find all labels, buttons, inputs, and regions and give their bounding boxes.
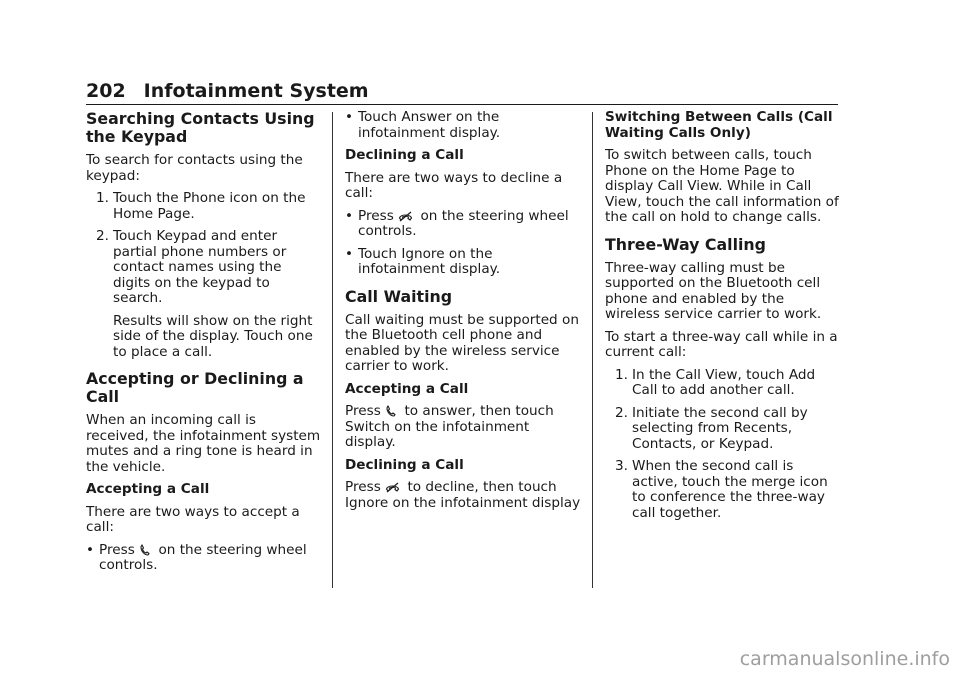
list-item	[345, 209, 581, 240]
paragraph-three-way-support: Three-way calling must be supported on the Bluetooth cell phone and enabled by the wireless service carrier to work.	[605, 259, 822, 322]
list-item	[345, 247, 581, 278]
phone-answer-icon	[139, 544, 151, 556]
subheading-accepting-call: Accepting a Call	[86, 481, 210, 497]
phone-hangup-icon	[385, 482, 400, 493]
heading-call-waiting: Call Waiting	[345, 286, 453, 306]
column-3	[605, 110, 841, 528]
column-2	[345, 110, 581, 518]
bullet-press-label: Press	[99, 541, 135, 558]
subheading-declining-call: Declining a Call	[345, 456, 464, 473]
step-number: 3.	[615, 458, 628, 474]
column-divider-1	[332, 112, 333, 588]
subheading-accepting-call: Accepting a Call	[345, 380, 469, 397]
press-label: Press	[345, 403, 381, 419]
phone-answer-icon	[385, 405, 397, 417]
list-item	[605, 406, 841, 453]
list-item	[605, 368, 841, 399]
list-item	[86, 191, 322, 222]
subheading-declining-call: Declining a Call	[345, 147, 464, 163]
step-text: In the Call View, touch Add Call to add another call.	[632, 366, 816, 398]
step-note: Results will show on the right side of the display. Touch one to place a call.	[113, 312, 313, 360]
page-header	[86, 80, 838, 105]
paragraph-two-ways-decline: There are two ways to decline a call:	[345, 169, 563, 201]
bullet-press-rest: on the steering wheel controls.	[99, 541, 307, 573]
paragraph-two-ways-accept: There are two ways to accept a call:	[86, 503, 300, 535]
paragraph-call-waiting: Call waiting must be supported on the Bluetooth cell phone and enabled by the wireless service carrier to work.	[345, 311, 579, 374]
step-number: 1.	[615, 366, 628, 383]
bullet-dot-icon: •	[345, 109, 354, 125]
step-text: When the second call is active, touch the merge icon to conference the three-way call together.	[632, 458, 828, 521]
bullet-dot-icon: •	[345, 245, 354, 262]
step-text: Initiate the second call by selecting from Recents, Contacts, or Keypad.	[632, 404, 808, 452]
list-item	[605, 459, 841, 521]
list-item	[345, 110, 581, 141]
column-1	[86, 110, 322, 581]
paragraph-press-decline	[345, 480, 581, 511]
step-text: Touch the Phone icon on the Home Page.	[113, 190, 306, 222]
heading-searching-contacts: Searching Contacts Using the Keypad	[86, 109, 315, 146]
step-number: 2.	[96, 228, 109, 244]
paragraph-three-way-start: To start a three-way call while in a current call:	[605, 328, 838, 360]
bullet-press-rest: on the steering wheel controls.	[358, 207, 569, 239]
step-number: 2.	[615, 404, 628, 421]
paragraph-switching-calls: To switch between calls, touch Phone on the Home Page to display Call View. While in Call View, touch the call information of the call on hold to change calls.	[605, 147, 839, 225]
paragraph-press-answer	[345, 404, 581, 451]
bullet-dot-icon: •	[86, 541, 95, 558]
list-item	[86, 543, 322, 574]
column-divider-2	[592, 112, 593, 588]
bullet-answer-text: Touch Answer on the infotainment display.	[358, 109, 501, 141]
bullet-dot-icon: •	[345, 207, 354, 224]
paragraph-incoming-call: When an incoming call is received, the infotainment system mutes and a ring tone is heard in the vehicle.	[86, 412, 321, 475]
step-text: Touch Keypad and enter partial phone numbers or contact names using the digits on the keypad to search.	[113, 228, 287, 306]
subheading-switching-calls: Switching Between Calls (Call Waiting Calls Only)	[605, 109, 833, 141]
press-answer-rest: to answer, then touch Switch on the infotainment display.	[345, 403, 554, 450]
watermark-text: carmanualsonline.info	[739, 648, 950, 670]
heading-accepting-declining: Accepting or Declining a Call	[86, 369, 304, 406]
section-title: Infotainment System	[143, 80, 369, 102]
press-label: Press	[345, 479, 381, 495]
page-number: 202	[86, 80, 126, 102]
list-item	[86, 229, 322, 307]
phone-hangup-icon	[398, 211, 413, 222]
bullet-ignore-text: Touch Ignore on the infotainment display.	[358, 245, 501, 277]
bullet-press-label: Press	[358, 207, 394, 224]
press-decline-rest: to decline, then touch Ignore on the infotainment display	[345, 479, 581, 511]
heading-three-way-calling: Three-Way Calling	[605, 234, 766, 254]
paragraph-search-intro: To search for contacts using the keypad:	[86, 152, 303, 184]
step-number: 1.	[96, 190, 109, 206]
